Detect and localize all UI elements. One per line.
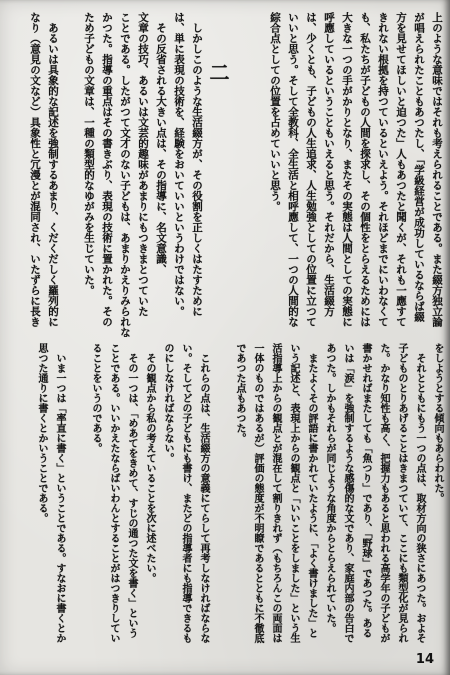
text-line: いう記述と、表現上からの観点と「いいことをしました」という生 [288, 343, 299, 643]
text-line: 呼應しているということもいえると思う。それだから、生活綴方 [323, 12, 335, 317]
text-line: 上のような意味ではそれも考えられることである。また綴方独立論 [431, 12, 443, 327]
text-line: も、私たちが子どもの人間を探求し、その個性をとらえるためには [359, 12, 371, 327]
text-line: は、単に表現の技術を、経験をおいていいというわけではない。 [173, 12, 185, 317]
page-number: 14 [415, 652, 434, 667]
text-line: た。かなり知性も高く、把握力もあると思われる高学年の子どもが [378, 343, 389, 643]
text-line: かつた。指導の重点はその書きぶり、表現の技術に置かれた。その [101, 12, 113, 327]
text-line: それとともにもう一つの点は、取材方向の狭さにあつた。およそ [414, 343, 425, 643]
text-line: は、少くとも、子どもの人生追求、人生勉強としての位置に立つて [305, 12, 317, 327]
text-line: またよくその評語に書かれていたように、「よく書けました」と [306, 343, 317, 638]
text-line: 綜合点としての位置を占めていいと思う。 [269, 12, 281, 212]
text-line: 文章の技巧、あるいは文芸的趣味があまりにもつきまとつていた [137, 12, 149, 317]
text-line: これらの点は、生活綴方の意義にてらして再考しなければならな [198, 343, 209, 643]
text-line: のにしなければならない。 [162, 343, 173, 463]
text-line: 方を見せてほしいと迫つた」人もあつたと聞くが、それも一應すて [395, 12, 407, 327]
text-line: が唱えられたこともあつたし、「学級経営が成功しているならば綴 [413, 12, 425, 322]
text-line: その観点から私の考えていることを次に述べたい。 [144, 343, 155, 583]
text-line: あつた。しかもそれらが同じような角度からとらえられていた。 [324, 343, 335, 633]
blank-column [62, 12, 80, 337]
text-line: 大きな一つの手がかりとなり、またその実態は人間としての実態に [341, 12, 353, 327]
text-line: であつた点もあつた。 [234, 343, 245, 443]
text-line: ることをいうのである。 [90, 343, 101, 453]
text-line: 子どものとりあげることはきまつていて、ここにも類型化が見られ [396, 343, 407, 643]
text-line: 一体のものではあるが）評価の態度が不明瞭であるとともに不徹底 [252, 343, 263, 643]
section-number-heading: 二 [206, 62, 230, 82]
text-line: その一つは、「めあてをきめて、すじの通つた文を書く」という [126, 343, 137, 638]
text-line: 活指導上からの観点とが混在して割りきれず（もちろんこの両面は [270, 343, 281, 643]
blank-column [68, 343, 86, 651]
text-line: 書かせればまたしても「魚つり」であり、「野球」であつた。ある [360, 343, 371, 638]
text-line: いま一つは「率直に書く」ということである。すなおに書くとか [54, 343, 65, 643]
text-line: きれない根拠を持つているといえよう。それほどまでにいわなくて [377, 12, 389, 327]
text-line: しかしこのような生活綴方が、その役割を正しくはたすために [191, 12, 203, 317]
upper-text-block [18, 12, 446, 337]
text-line: ことである。いいかえたならばいわんとすることがはつきりしてい [108, 343, 119, 643]
text-line: いは「涙」を強制するような感傷的な文であり、家庭内部の告白で [342, 343, 353, 643]
text-line: ため子どもの文章は、一種の類型的なゆがみを生じていた。 [83, 12, 95, 296]
text-line: ことである。したがつて文才のない子どもは、あまりかえりみられな [119, 12, 131, 337]
text-line: なり（意見の文など）具象性と冗漫とが混同され、いたずらに長き [29, 12, 41, 327]
text-line: あるいは具象的な記述を強制するあまり、くだくだしく羅列的に [47, 12, 59, 327]
text-line: をしようとする傾向もあらわれた。 [432, 343, 443, 503]
text-line: 思つた通りに書くとかいうことである。 [36, 343, 47, 523]
lower-text-block [18, 343, 446, 651]
text-line: い。そしてどの子どもにも書け、またどの指導者にも指導できるも [180, 343, 191, 643]
text-line: その反省される大きい点は、その指導に、名文意識、 [155, 12, 167, 275]
text-line: いいと思う。そして全教科、全生活と相呼應して、一つの人間的な [287, 12, 299, 327]
blank-column [212, 343, 230, 651]
